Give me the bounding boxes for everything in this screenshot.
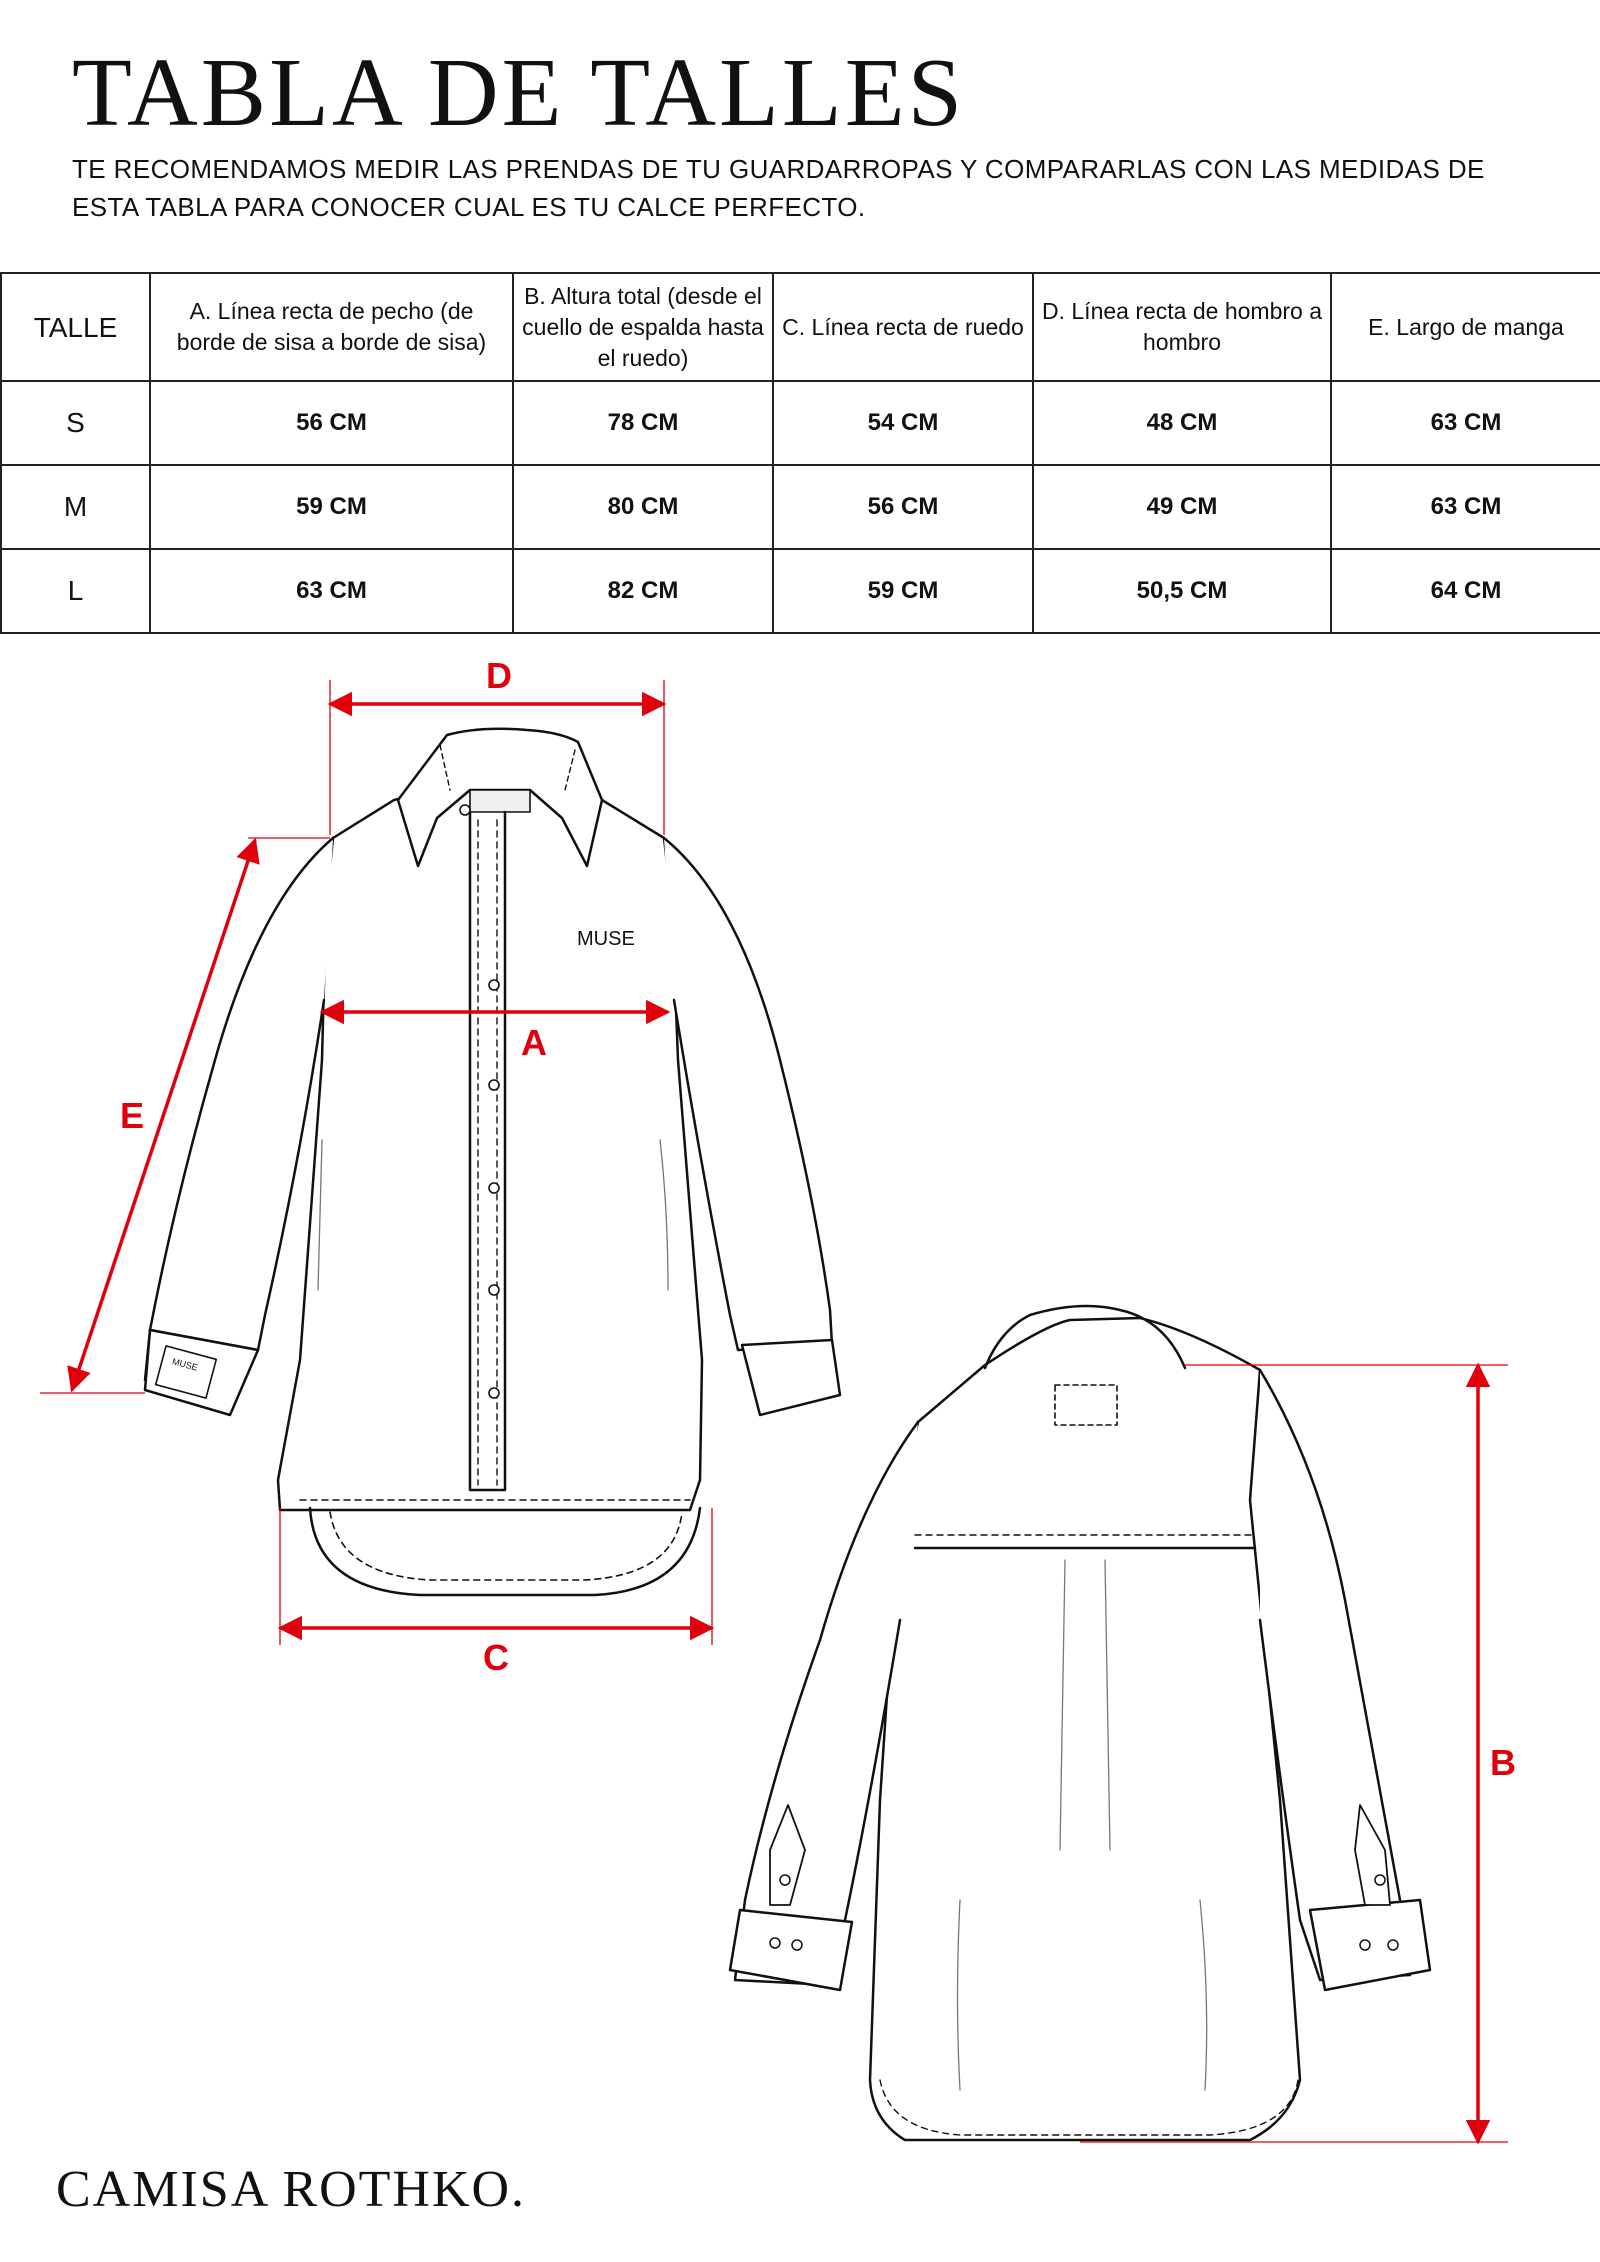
cell-size: M	[1, 465, 150, 549]
header-e: E. Largo de manga	[1331, 273, 1600, 381]
cell-c: 59 CM	[773, 549, 1033, 633]
label-d: D	[486, 655, 512, 696]
cell-c: 54 CM	[773, 381, 1033, 465]
cell-e: 63 CM	[1331, 381, 1600, 465]
cell-a: 56 CM	[150, 381, 513, 465]
cell-a: 59 CM	[150, 465, 513, 549]
cell-e: 63 CM	[1331, 465, 1600, 549]
header-d: D. Línea recta de hombro a hombro	[1033, 273, 1331, 381]
cell-size: L	[1, 549, 150, 633]
label-a: A	[521, 1022, 547, 1063]
sleeve-tag-text: MUSE	[171, 1356, 199, 1373]
cell-e: 64 CM	[1331, 549, 1600, 633]
cell-b: 82 CM	[513, 549, 773, 633]
cell-b: 78 CM	[513, 381, 773, 465]
label-e: E	[120, 1095, 145, 1136]
cell-a: 63 CM	[150, 549, 513, 633]
chest-logo: MUSE	[577, 928, 635, 950]
cell-d: 49 CM	[1033, 465, 1331, 549]
header-a: A. Línea recta de pecho (de borde de sisa a borde de sisa)	[150, 273, 513, 381]
cell-b: 80 CM	[513, 465, 773, 549]
header-b: B. Altura total (desde el cuello de espalda hasta el ruedo)	[513, 273, 773, 381]
cell-d: 48 CM	[1033, 381, 1331, 465]
intro-text: TE RECOMENDAMOS MEDIR LAS PRENDAS DE TU GUARDARROPAS Y COMPARARLAS CON LAS MEDIDAS DE ESTA TABLA PARA CONOCER CUAL ES TU CALCE PERFECTO.	[72, 154, 1485, 222]
cell-size: S	[1, 381, 150, 465]
shirt-back-drawing	[730, 1306, 1430, 2140]
label-b: B	[1490, 1742, 1516, 1783]
cell-d: 50,5 CM	[1033, 549, 1331, 633]
header-c: C. Línea recta de ruedo	[773, 273, 1033, 381]
header-talle: TALLE	[1, 273, 150, 381]
cell-c: 56 CM	[773, 465, 1033, 549]
label-c: C	[483, 1637, 509, 1678]
product-name: CAMISA ROTHKO.	[56, 2161, 527, 2218]
page-title: TABLA DE TALLES	[72, 39, 966, 147]
